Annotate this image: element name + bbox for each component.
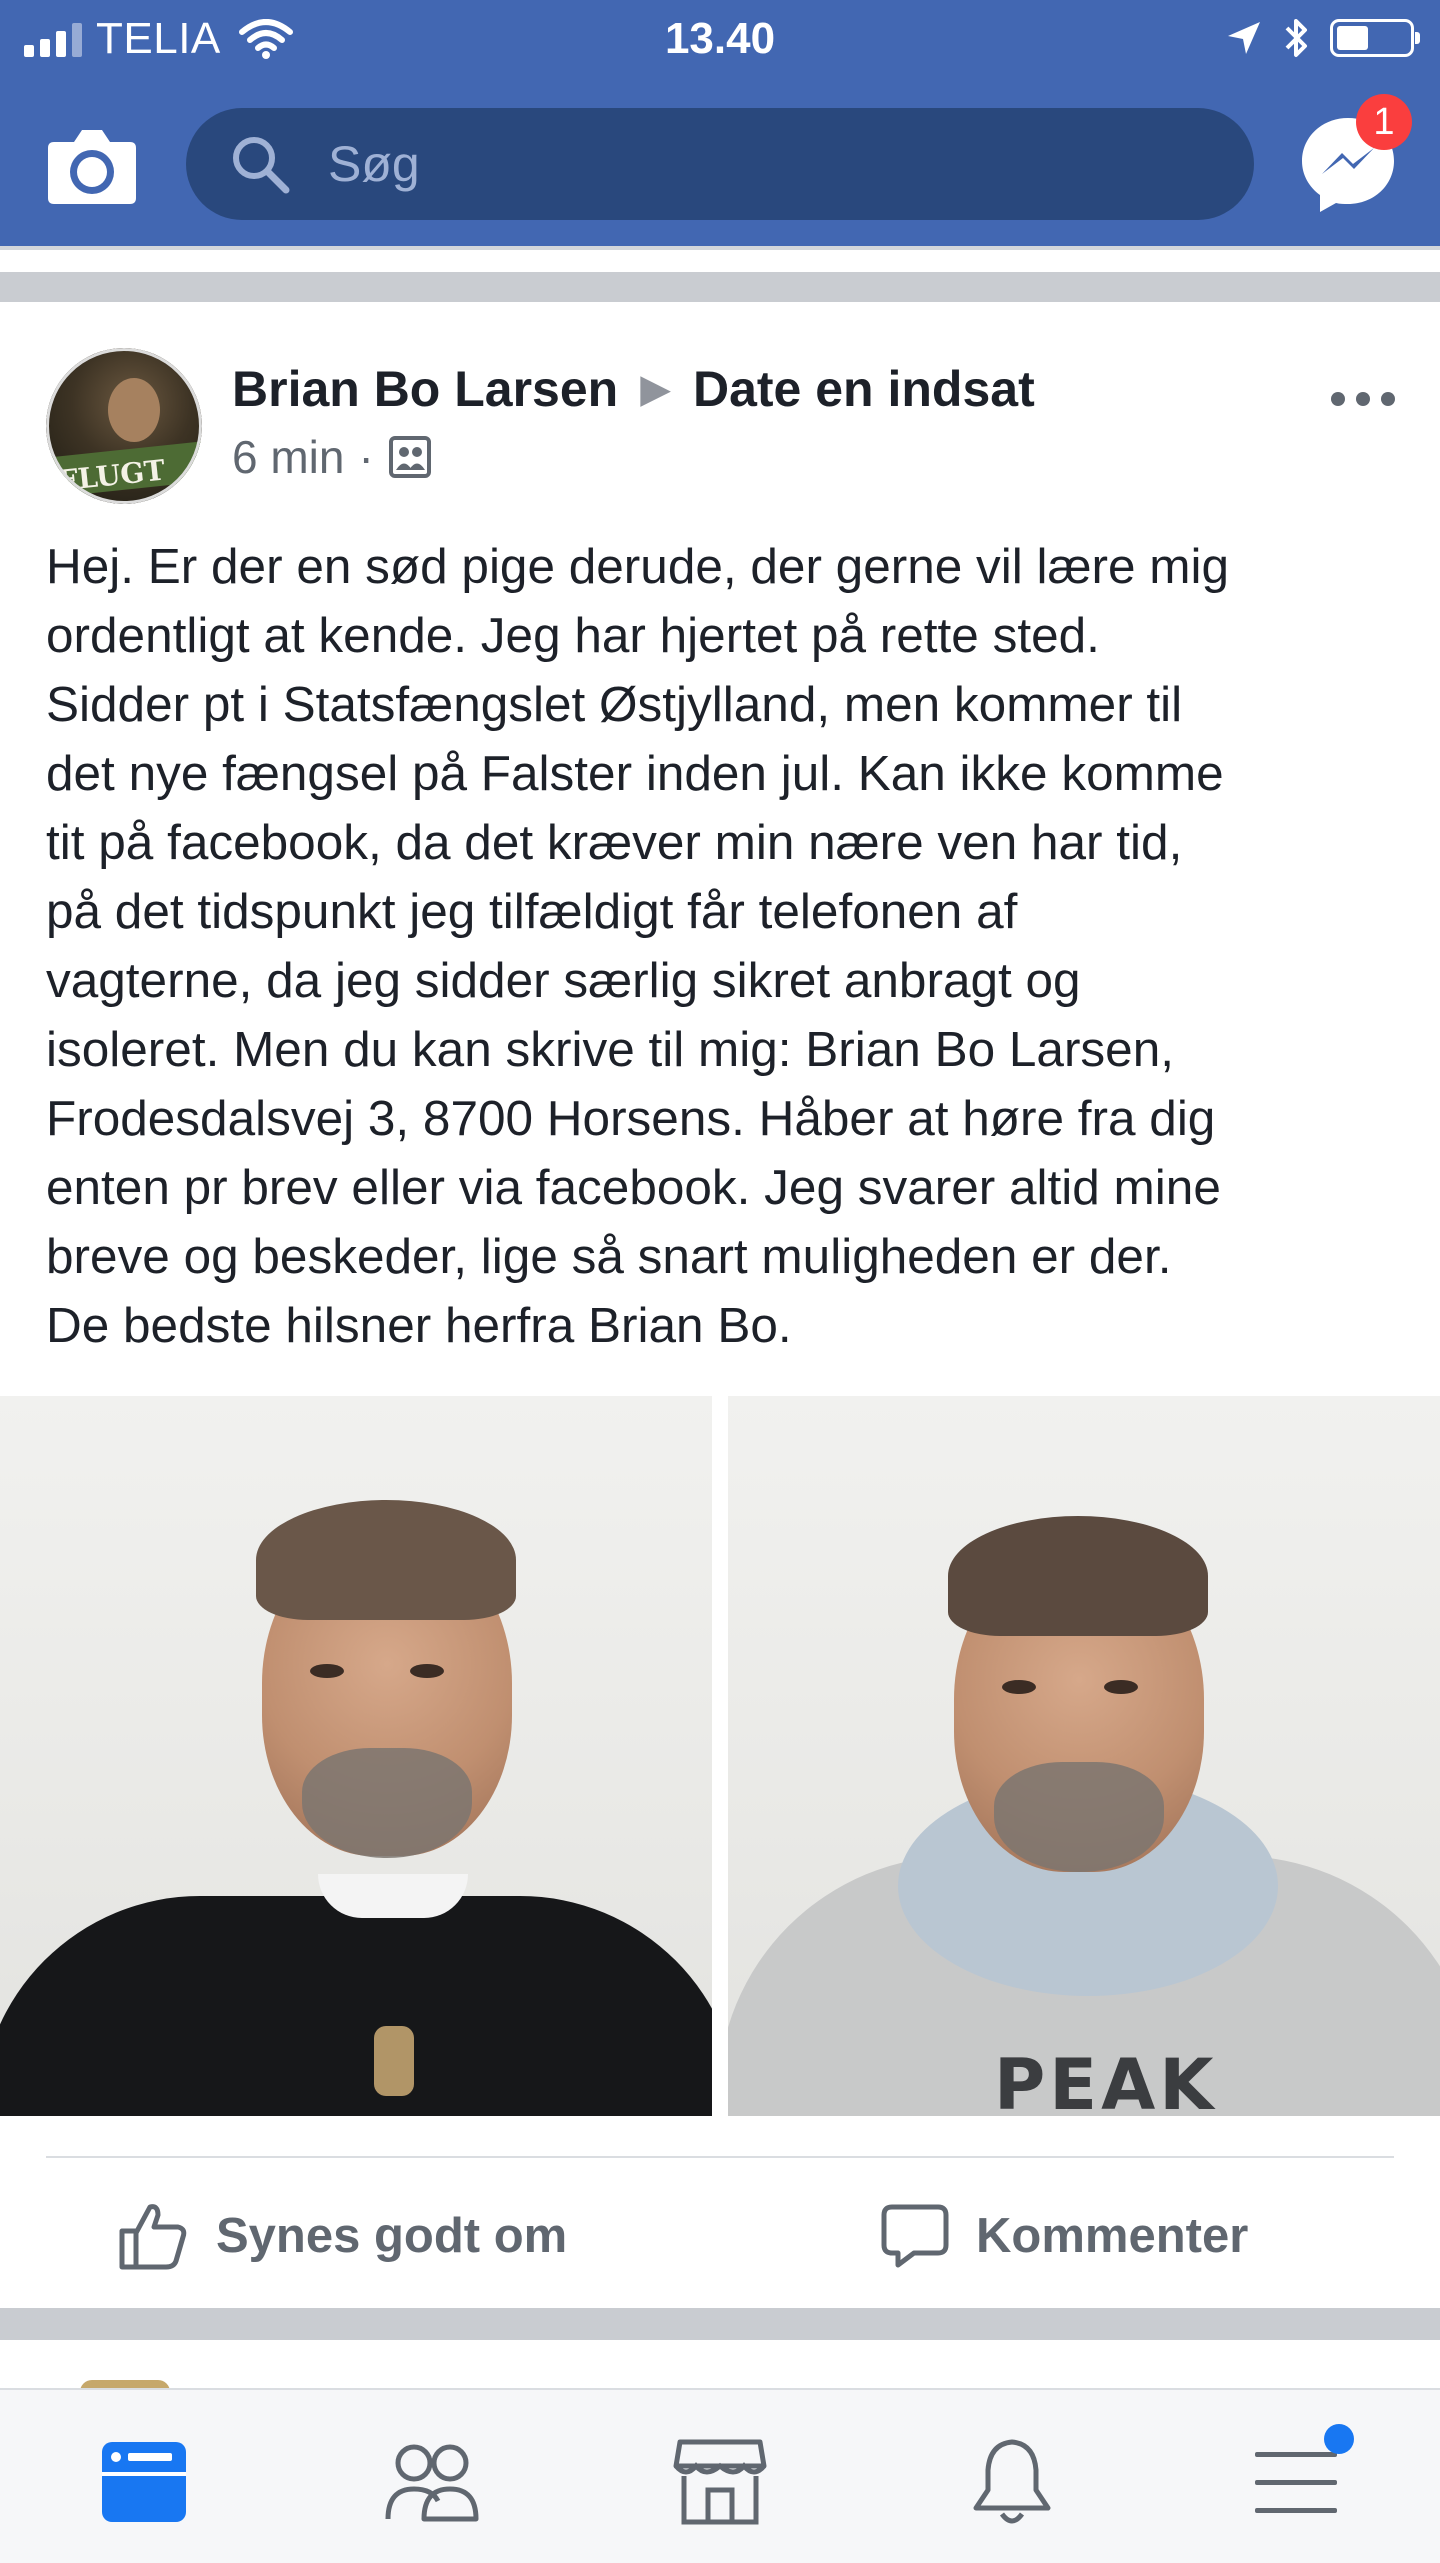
marketplace-icon (672, 2436, 768, 2528)
search-bar[interactable] (186, 108, 1254, 220)
action-divider (46, 2156, 1394, 2158)
tab-notifications[interactable] (962, 2432, 1062, 2532)
tab-bar (0, 2388, 1440, 2563)
thumbs-up-icon (116, 2199, 190, 2273)
menu-notification-dot (1324, 2424, 1354, 2454)
bluetooth-icon (1284, 16, 1310, 60)
author-avatar[interactable] (46, 348, 202, 504)
divider (0, 246, 1440, 250)
hoodie-print: PEAK (994, 2044, 1218, 2116)
arrow-right-icon: ▶ (640, 367, 671, 411)
author-name[interactable]: Brian Bo Larsen (232, 361, 619, 417)
clock: 13.40 (664, 14, 776, 63)
location-arrow-icon (1224, 18, 1264, 58)
like-button[interactable] (116, 2196, 567, 2276)
post-timestamp[interactable]: 6 min (232, 431, 345, 483)
tab-news-feed[interactable] (94, 2432, 194, 2532)
post-photo-2[interactable] (728, 1396, 1440, 2116)
status-bar (0, 0, 1440, 80)
post-text: Hej. Er der en sød pige derude, der gerne vil lære mig ordentligt at kende. Jeg har hjertet på rette sted. Sidder pt i Statsfængslet Østjylland, men kommer til det nye fængsel på Falster inden jul. Kan ikke komme tit på facebook, da det kræver min nære ven har tid, på det tidspunkt jeg tilfældigt får telefonen af vagterne, da jeg sidder særlig sikret anbragt og isoleret. Men du kan skrive til mig: Brian Bo Larsen, Frodesdalsvej 3, 8700 Horsens. Håber at høre fra dig enten pr brev eller via facebook. Jeg svarer altid mine breve og beskeder, lige så snart muligheden er der. De bedste hilsner herfra Brian Bo. (46, 539, 1230, 1353)
friends-icon (384, 2439, 480, 2525)
news-feed-icon (98, 2438, 190, 2526)
search-icon (228, 132, 292, 196)
like-label: Synes godt om (216, 2209, 568, 2263)
meta-separator: · (358, 431, 374, 483)
group-name[interactable]: Date en indsat (692, 361, 1035, 417)
group-icon (388, 435, 432, 479)
tab-friends[interactable] (382, 2432, 482, 2532)
feed-separator (0, 2308, 1440, 2340)
notifications-icon (970, 2436, 1054, 2528)
avatar-text: FLUGT (56, 453, 167, 498)
post-meta (232, 430, 432, 484)
comment-icon (880, 2201, 950, 2271)
camera-icon[interactable] (44, 118, 140, 208)
carrier-name: TELIA (96, 14, 221, 63)
battery-icon (1330, 19, 1414, 57)
comment-label: Kommenter (976, 2209, 1249, 2263)
post-photo-1[interactable] (0, 1396, 712, 2116)
messenger-badge: 1 (1356, 94, 1412, 150)
more-options-icon[interactable] (1328, 384, 1398, 414)
app-header (0, 0, 1440, 246)
search-input[interactable] (326, 134, 1230, 194)
feed-separator (0, 272, 1440, 302)
tab-marketplace[interactable] (670, 2432, 770, 2532)
pendant (374, 2026, 414, 2096)
comment-button[interactable] (880, 2196, 1248, 2276)
post-title (232, 360, 1035, 418)
menu-icon (1251, 2446, 1341, 2518)
